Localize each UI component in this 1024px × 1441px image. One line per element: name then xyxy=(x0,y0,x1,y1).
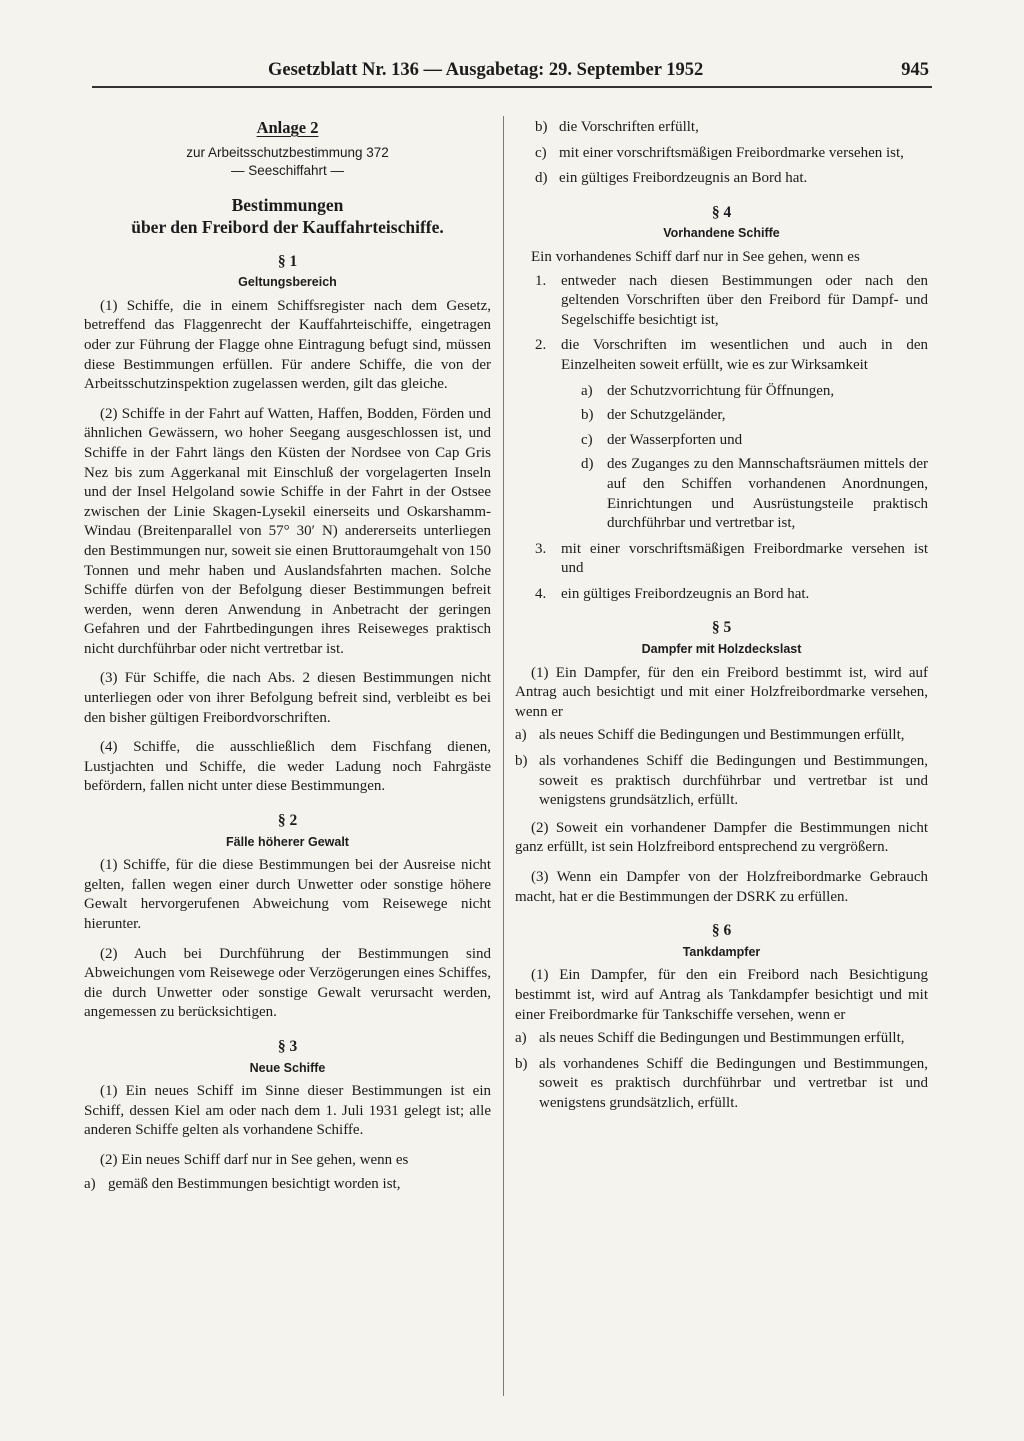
anlage-title: Anlage 2 xyxy=(256,118,319,137)
section-4-list xyxy=(515,272,928,605)
anlage-reference: zur Arbeitsschutzbestimmung 372 xyxy=(186,144,389,160)
list-marker: a) xyxy=(515,727,527,744)
list-text: ein gültiges Freibordzeugnis an Bord hat. xyxy=(559,170,808,187)
document-title-line2: über den Freibord der Kauffahrteischiffe. xyxy=(131,216,444,237)
list-item xyxy=(515,169,928,189)
section-6-title: Tankdampfer xyxy=(682,944,761,959)
section-3-list xyxy=(84,1175,491,1195)
list-text: mit einer vorschriftsmäßigen Freibordmarke versehen ist und xyxy=(561,540,928,577)
left-column xyxy=(84,118,491,1202)
document-title xyxy=(84,194,491,238)
list-marker: d) xyxy=(535,170,548,187)
section-2-number: § 2 xyxy=(277,812,298,830)
section-2-title: Fälle höherer Gewalt xyxy=(226,834,349,849)
list-item xyxy=(515,752,928,811)
list-marker: 3. xyxy=(535,540,547,557)
section-3-title: Neue Schiffe xyxy=(249,1060,326,1075)
section-1-number: § 1 xyxy=(277,252,298,270)
section-3-number: § 3 xyxy=(277,1037,298,1055)
list-text: als neues Schiff die Bedingungen und Bestimmungen erfüllt, xyxy=(539,727,905,744)
list-item xyxy=(515,144,928,164)
section-2-para-2: (2) Auch bei Durchführung der Bestimmungen sind Abweichungen vom Reisewege oder Verzögerungen eines Schiffes, die durch Unwetter oder sonstige Gewalt verursacht werden, angemessen zu berücksichtigen. xyxy=(84,945,491,1021)
list-marker: b) xyxy=(515,753,528,770)
list-item xyxy=(515,336,928,533)
list-item xyxy=(515,1029,928,1049)
list-text: der Schutzgeländer, xyxy=(607,407,726,424)
column-divider xyxy=(503,116,504,1396)
list-text: der Schutzvorrichtung für Öffnungen, xyxy=(607,382,835,399)
list-marker: c) xyxy=(581,431,593,448)
sublist-item xyxy=(561,431,928,451)
section-5-list xyxy=(515,726,928,810)
list-text: als vorhandenes Schiff die Bedingungen und Bestimmungen, soweit es praktisch durchführbar und vertretbar ist und wenigstens grundsätzlich, erfüllt. xyxy=(539,753,928,809)
section-5-para-3: (3) Wenn ein Dampfer von der Holzfreibordmarke Gebrauch macht, hat er die Bestimmungen der DSRK zu erfüllen. xyxy=(515,869,928,905)
section-1-para-1: (1) Schiffe, die in einem Schiffsregister nach dem Gesetz, betreffend das Flaggenrecht der Kauffahrteischiffe, eingetragen oder zur Führung der Flagge ohne Eintragung befugt sind, müssen diese Bestimmungen erfüllen. Für andere Schiffe, die von der Arbeitsschutzinspektion zugelassen werden, gilt das gleiche. xyxy=(84,297,491,393)
list-text: die Vorschriften im wesentlichen und auch in den Einzelheiten soweit erfüllt, wie es zur Wirksamkeit xyxy=(561,337,928,373)
list-text: des Zuganges zu den Mannschaftsräumen mittels der auf den Schiffen vorhandenen Anordnungen, Einrichtungen und Ausrüstungsteile praktisch durchführbar und vertretbar ist, xyxy=(607,456,928,532)
section-6-list xyxy=(515,1029,928,1113)
list-item xyxy=(515,540,928,579)
right-column xyxy=(515,118,928,1122)
list-marker: c) xyxy=(535,144,547,161)
list-text: der Wasserpforten und xyxy=(607,431,743,448)
list-text: als neues Schiff die Bedingungen und Bestimmungen erfüllt, xyxy=(539,1030,905,1047)
list-marker: a) xyxy=(581,382,593,399)
section-6-para-1: (1) Ein Dampfer, für den ein Freibord nach Besichtigung bestimmt ist, wird auf Antrag als Tankdampfer besichtigt und mit einer Freibordmarke für Tankschiffe versehen, wenn er xyxy=(515,967,928,1023)
section-1-para-4: (4) Schiffe, die ausschließlich dem Fischfang dienen, Lustjachten und Schiffe, die weder Ladung noch Fahrgäste befördern, fallen nicht unter diese Bestimmungen. xyxy=(84,739,491,795)
list-marker: 4. xyxy=(535,585,547,602)
list-text: die Vorschriften erfüllt, xyxy=(559,119,699,135)
section-5-para-1: (1) Ein Dampfer, für den ein Freibord bestimmt ist, wird auf Antrag auch besichtigt und mit einer Holzfreibordmarke versehen, wenn er xyxy=(515,664,928,720)
list-marker: 2. xyxy=(535,337,547,354)
sublist-item xyxy=(561,455,928,533)
list-item xyxy=(515,1055,928,1114)
anlage-area: — Seeschiffahrt — xyxy=(230,162,345,178)
section-6-number: § 6 xyxy=(711,922,732,940)
anlage-block xyxy=(84,118,491,180)
section-3-para-2: (2) Ein neues Schiff darf nur in See gehen, wenn es xyxy=(100,1151,409,1168)
section-5-number: § 5 xyxy=(711,619,732,637)
page-header xyxy=(268,60,929,81)
list-item xyxy=(515,118,928,138)
list-marker: a) xyxy=(84,1175,96,1192)
list-marker: b) xyxy=(535,119,548,135)
page-number: 945 xyxy=(901,60,929,80)
section-5-title: Dampfer mit Holzdeckslast xyxy=(641,642,802,657)
list-marker: b) xyxy=(515,1055,528,1072)
list-marker: a) xyxy=(515,1030,527,1047)
list-marker: d) xyxy=(581,456,594,473)
section-5-para-2: (2) Soweit ein vorhandener Dampfer die Bestimmungen nicht ganz erfüllt, ist sein Holzfreibord entsprechend zu vergrößern. xyxy=(515,819,928,856)
section-1-para-3: (3) Für Schiffe, die nach Abs. 2 diesen Bestimmungen nicht unterliegen oder von ihrer Befolgung befreit sind, verbleibt es bei den bisher gültigen Freibordvorschriften. xyxy=(84,670,491,726)
section-2-para-1: (1) Schiffe, für die diese Bestimmungen bei der Ausreise nicht gelten, fallen wegen einer durch Unwetter oder sonstige höhere Gewalt hervorgerufenen Abweichung vom Reisewege nicht hierunter. xyxy=(84,857,491,932)
list-item xyxy=(515,272,928,331)
list-item xyxy=(515,726,928,746)
document-title-line1: Bestimmungen xyxy=(231,194,344,215)
list-text: entweder nach diesen Bestimmungen oder nach den geltenden Vorschriften über den Freibord für Dampf- und Segelschiffe besichtigt ist, xyxy=(561,272,928,328)
section-1-para-2: (2) Schiffe in der Fahrt auf Watten, Haffen, Bodden, Förden und ähnlichen Gewässern, wo hoher Seegang ausgeschlossen ist, und Schiffe in der Fahrt längs den Küsten der Nordsee von Cap Gris Nez bis zum Aggerkanal mit Einschluß der vorgelagerten Inseln und der Insel Helgoland sowie Schiffe in der Fahrt in der Ostsee zwischen der Linie Skagen-Lysekil einerseits und Oskarshamm-Windau (Breitenparallel von 57° 30′ N) andererseits unterliegen den Bestimmungen nur, soweit sie einen Bruttoraumgehalt von 150 Tonnen und mehr haben und Auslandsfahrten machen. Solche Schiffe dürfen von der Befolgung dieser Bestimmungen befreit werden, wenn deren Anwendung in Anbetracht der geringen Gefahren und der Fahrtbedingungen ihres Reiseweges praktisch nicht durchführbar oder nicht vertretbar ist. xyxy=(84,405,491,657)
list-text: gemäß den Bestimmungen besichtigt worden ist, xyxy=(108,1175,401,1192)
list-marker: 1. xyxy=(535,272,547,289)
section-4-para-1: Ein vorhandenes Schiff darf nur in See gehen, wenn es xyxy=(531,248,860,265)
section-1-title: Geltungsbereich xyxy=(238,275,337,290)
list-marker: b) xyxy=(581,407,594,424)
gazette-title: Gesetzblatt Nr. 136 — Ausgabetag: 29. September 1952 xyxy=(268,60,704,80)
list-item xyxy=(515,585,928,605)
section-3-para-1: (1) Ein neues Schiff im Sinne dieser Bestimmungen ist ein Schiff, dessen Kiel am oder nach dem 1. Juli 1931 gelegt ist; alle anderen Schiffe gelten als vorhandene Schiffe. xyxy=(84,1083,491,1139)
sublist-item xyxy=(561,406,928,426)
list-text: ein gültiges Freibordzeugnis an Bord hat. xyxy=(561,585,810,602)
list-text: als vorhandenes Schiff die Bedingungen und Bestimmungen, soweit es praktisch durchführbar und vertretbar ist und wenigstens grundsätzlich, erfüllt. xyxy=(539,1055,928,1111)
section-4-sublist xyxy=(535,382,928,534)
section-3-list-continued xyxy=(515,118,928,189)
section-4-number: § 4 xyxy=(711,203,732,221)
list-item xyxy=(84,1175,491,1195)
list-text: mit einer vorschriftsmäßigen Freibordmarke versehen ist, xyxy=(559,144,904,161)
header-rule xyxy=(92,86,932,88)
sublist-item xyxy=(561,382,928,402)
section-4-title: Vorhandene Schiffe xyxy=(663,226,780,241)
